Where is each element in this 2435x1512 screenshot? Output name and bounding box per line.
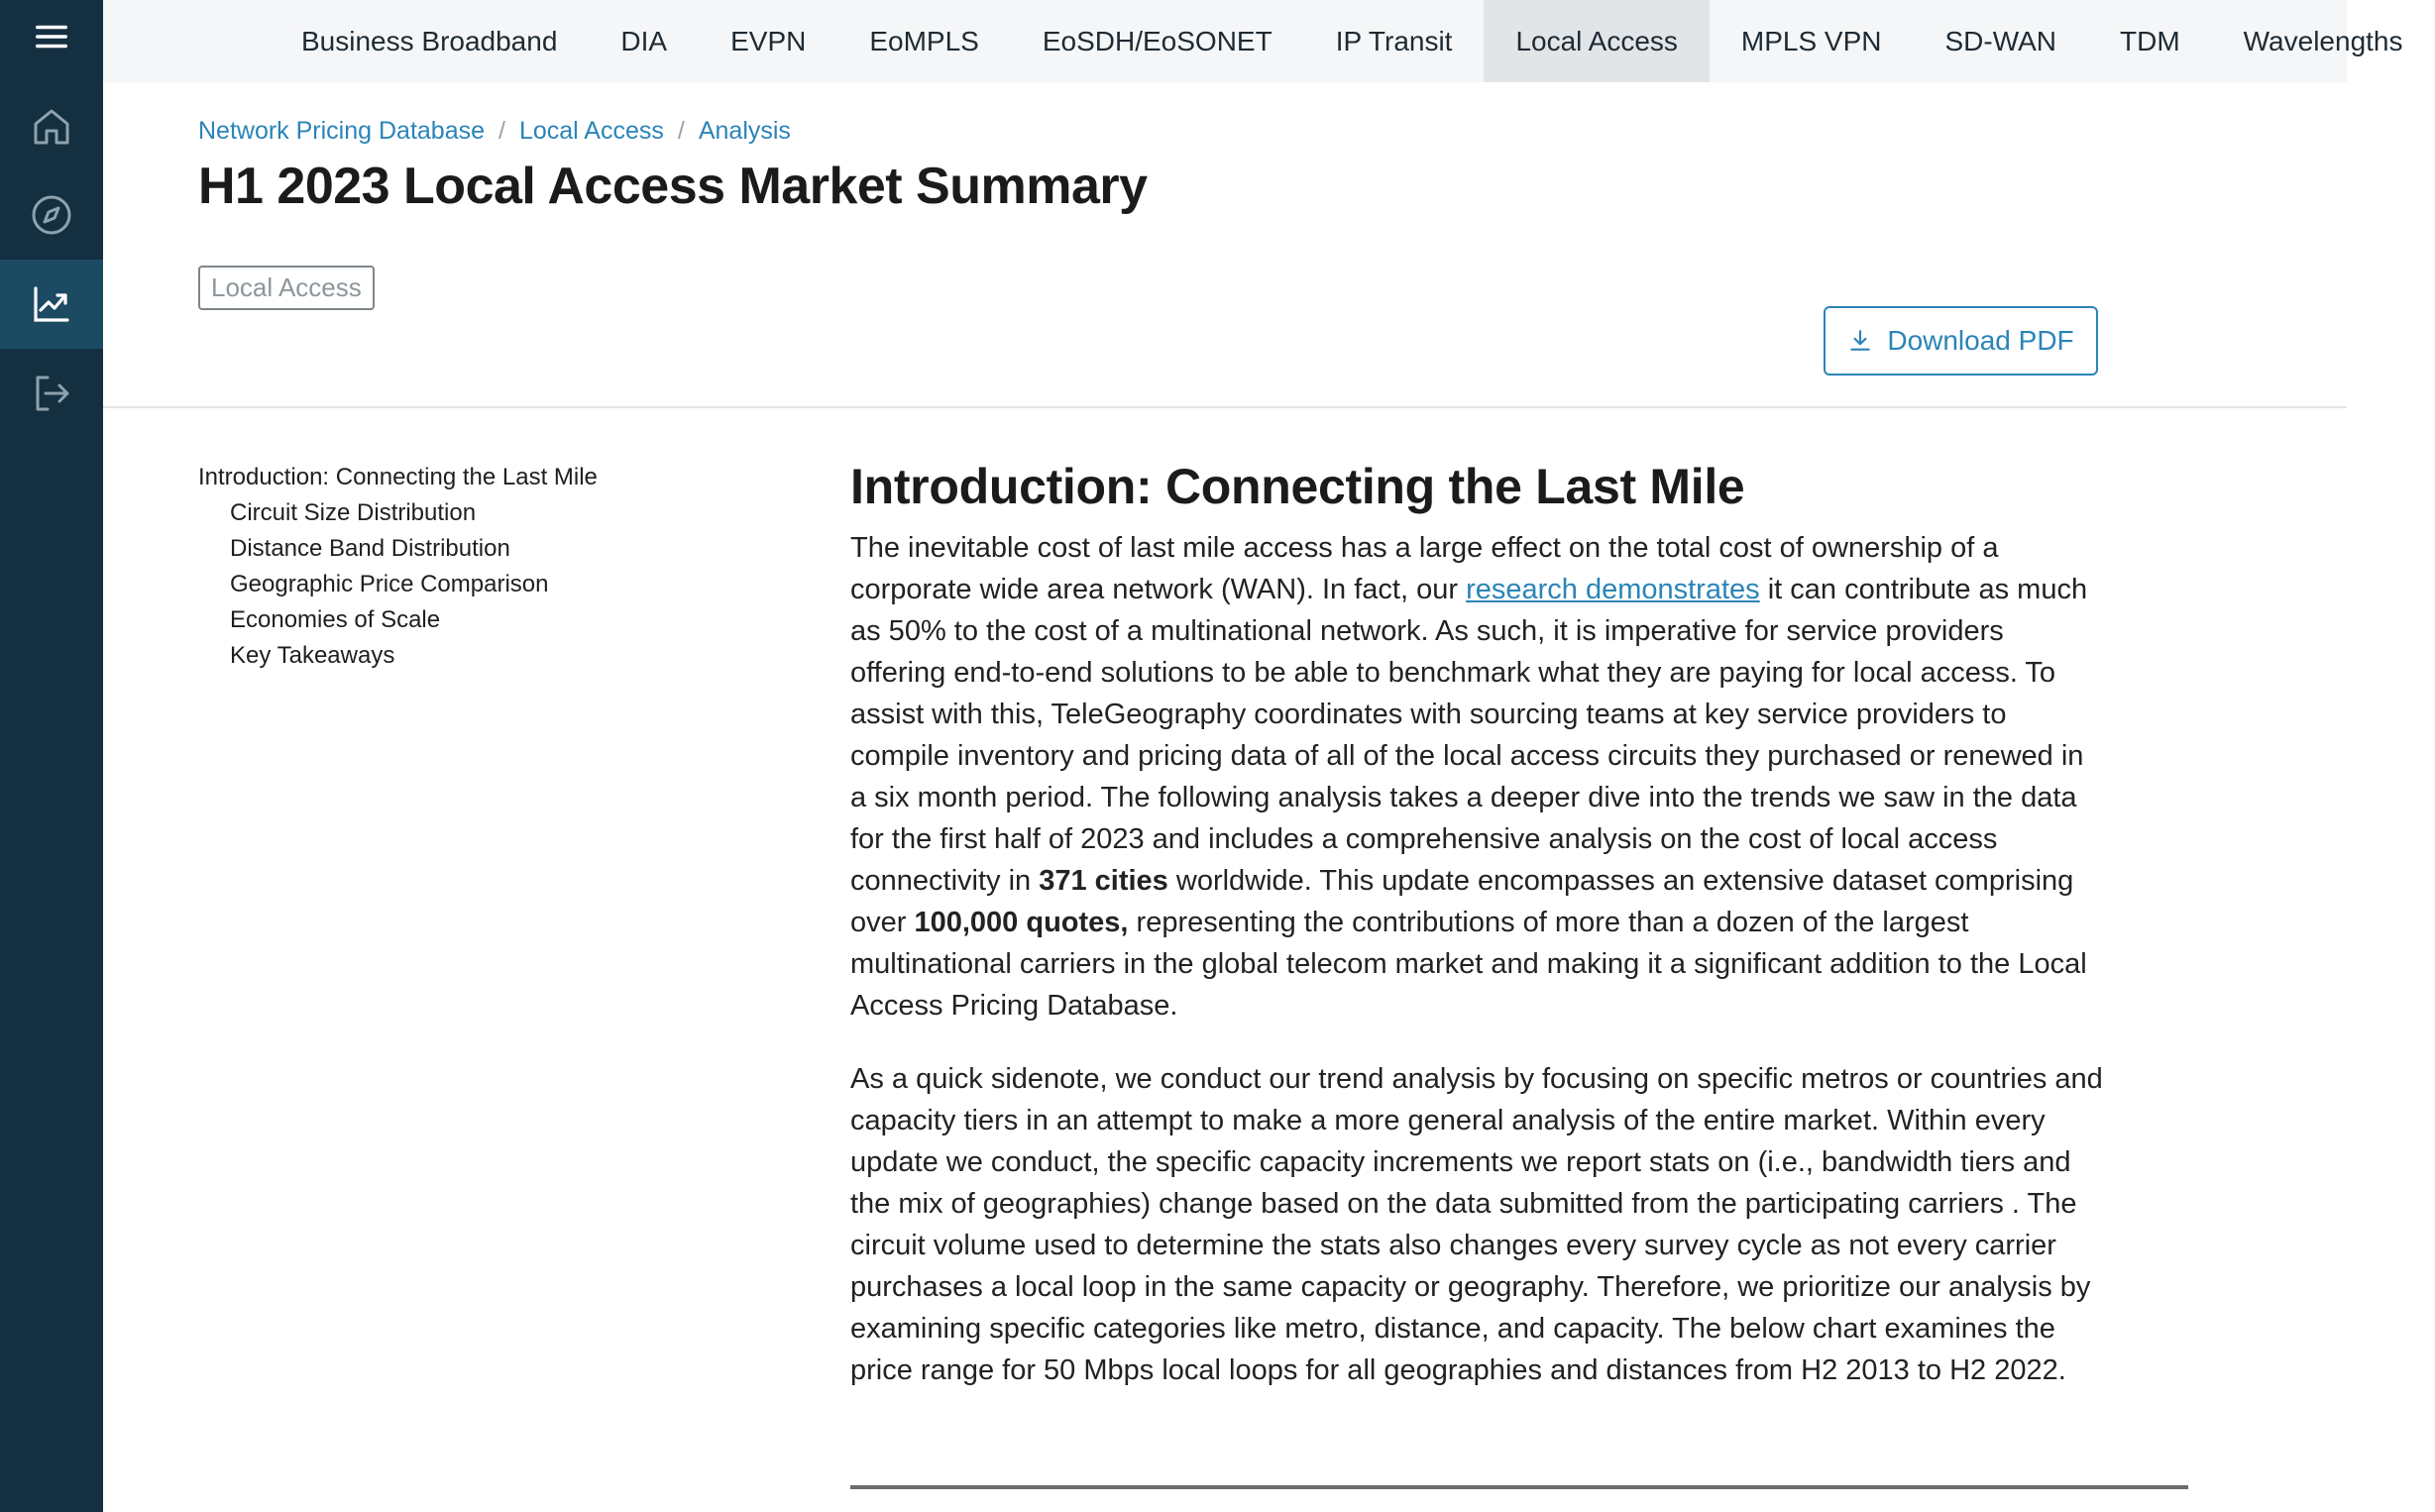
toc-item-circuit-size[interactable]: Circuit Size Distribution: [230, 499, 477, 526]
logout-icon: [28, 370, 75, 417]
tab-evpn[interactable]: EVPN: [730, 25, 807, 56]
menu-icon: [33, 18, 70, 55]
paragraph-text: representing the contributions of more than a dozen of the largest multinational carriers in the global telecom market and making it a significant addition to the Local Access Pricing Database.: [850, 907, 2087, 1022]
header-divider: [103, 406, 2347, 408]
analysis-button[interactable]: [0, 260, 103, 349]
tab-local-access[interactable]: Local Access: [1484, 0, 1709, 82]
breadcrumb-analysis[interactable]: Analysis: [698, 117, 791, 145]
breadcrumb-local-access[interactable]: Local Access: [518, 117, 664, 145]
cities-count: 371 cities: [1039, 865, 1168, 897]
home-icon: [28, 103, 75, 151]
research-link[interactable]: research demonstrates: [1466, 574, 1760, 605]
paragraph-text: The inevitable cost of last mile access has a large effect on the total cost of ownership of a corporate wide area network (WAN). In fact, our: [850, 532, 1999, 605]
home-button[interactable]: [0, 82, 103, 171]
tab-wavelengths[interactable]: Wavelengths: [2243, 25, 2403, 56]
download-pdf-button[interactable]: [1824, 306, 2098, 376]
toc-item-economies-of-scale[interactable]: Economies of Scale: [230, 606, 441, 633]
tab-tdm[interactable]: TDM: [2120, 25, 2180, 56]
tab-eompls[interactable]: EoMPLS: [869, 25, 979, 56]
category-tag: Local Access: [198, 266, 375, 310]
logout-button[interactable]: [0, 349, 103, 438]
tab-business-broadband[interactable]: Business Broadband: [301, 25, 558, 56]
article-body: [850, 454, 2105, 1423]
side-rail: [0, 0, 103, 1512]
menu-button[interactable]: [0, 0, 103, 73]
section-heading: Introduction: Connecting the Last Mile: [850, 459, 1745, 514]
chart-top-divider: [850, 1485, 2188, 1489]
explore-button[interactable]: [0, 170, 103, 260]
sidenote-paragraph: As a quick sidenote, we conduct our trend analysis by focusing on specific metros or countries and capacity tiers in an attempt to make a more general analysis of the entire market. Within every update we conduct, the specific capacity increments we report stats on (i.e., bandwidth tiers and the mix of geographies) change based on the data submitted from the participating carriers . The circuit volume used to determine the stats also changes every survey cycle as not every carrier purchases a local loop in the same capacity or geography. Therefore, we prioritize our analysis by examining specific categories like metro, distance, and capacity. The below chart examines the price range for 50 Mbps local loops for all geographies and distances from H2 2013 to H2 2022.: [850, 1063, 2103, 1386]
trending-chart-icon: [28, 280, 75, 328]
toc-item-key-takeaways[interactable]: Key Takeaways: [230, 642, 395, 669]
intro-paragraph: [850, 527, 2105, 1026]
toc-item-geographic-price[interactable]: Geographic Price Comparison: [230, 571, 549, 597]
tab-sd-wan[interactable]: SD-WAN: [1944, 25, 2057, 56]
page-title: H1 2023 Local Access Market Summary: [198, 158, 1148, 215]
quotes-count: 100,000 quotes,: [914, 907, 1129, 938]
tab-ip-transit[interactable]: IP Transit: [1335, 25, 1453, 56]
table-of-contents: [198, 460, 598, 674]
tab-eosdh-eosonet[interactable]: EoSDH/EoSONET: [1042, 25, 1273, 56]
breadcrumb: [198, 117, 791, 146]
breadcrumb-network-pricing-database[interactable]: Network Pricing Database: [198, 117, 486, 145]
tab-mpls-vpn[interactable]: MPLS VPN: [1740, 25, 1882, 56]
download-pdf-label: Download PDF: [1887, 325, 2074, 356]
toc-item-introduction[interactable]: Introduction: Connecting the Last Mile: [198, 464, 598, 490]
compass-icon: [28, 191, 75, 239]
paragraph-text: worldwide. This update encompasses an extensive dataset comprising over: [850, 865, 2074, 938]
download-icon: [1847, 328, 1873, 354]
breadcrumb-separator: /: [498, 117, 505, 145]
tab-dia[interactable]: DIA: [620, 25, 668, 56]
breadcrumb-separator: /: [677, 117, 685, 145]
toc-item-distance-band[interactable]: Distance Band Distribution: [230, 535, 510, 562]
product-nav: [103, 0, 2403, 82]
paragraph-text: it can contribute as much as 50% to the cost of a multinational network. As such, it is imperative for service providers offering end-to-end solutions to be able to benchmark what they are paying for local access. To assist with this, TeleGeography coordinates with sourcing teams at key service providers to compile inventory and pricing data of all of the local access circuits they purchased or renewed in a six month period. The following analysis takes a deeper dive into the trends we saw in the data for the first half of 2023 and includes a comprehensive analysis on the cost of local access connectivity in: [850, 574, 2088, 897]
